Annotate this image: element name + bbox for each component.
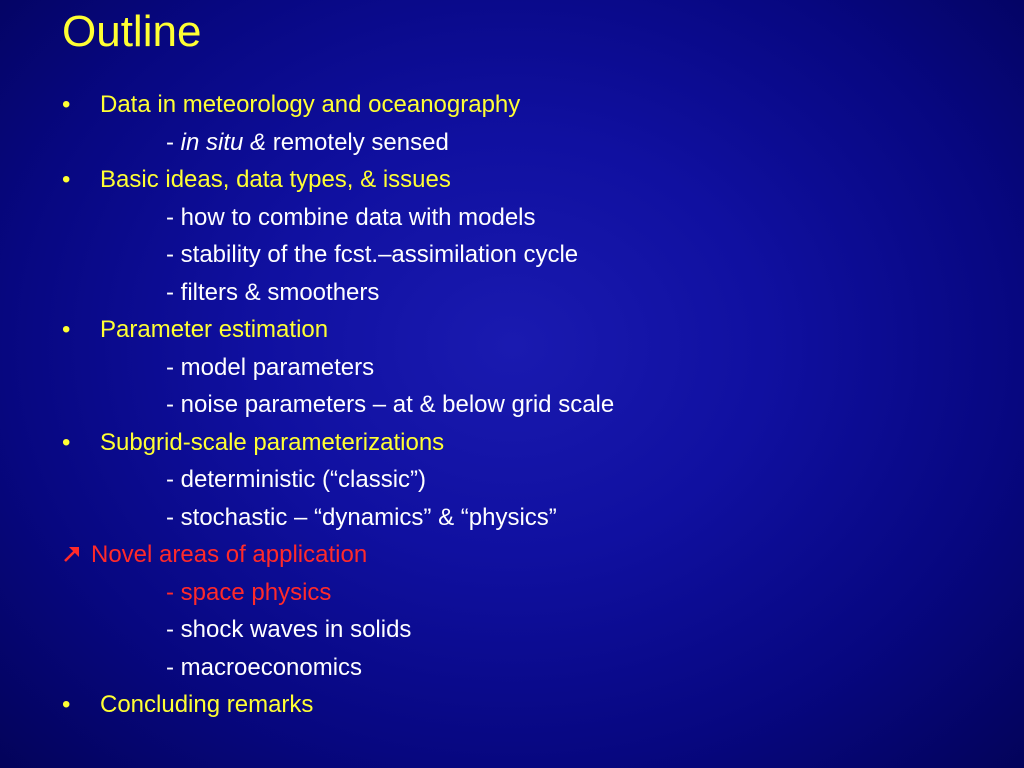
sub-item-shock-waves: - shock waves in solids: [166, 616, 412, 643]
sub-item-space-physics: - space physics: [166, 578, 332, 606]
bullet-icon: •: [62, 691, 71, 718]
list-item-label: Parameter estimation: [100, 316, 329, 343]
arrow-up-right-icon: [62, 543, 82, 563]
sub-item-model-parameters: - model parameters: [166, 353, 375, 381]
sub-item-macroeconomics: - macroeconomics: [166, 653, 363, 681]
list-item-novel-areas: [62, 537, 367, 573]
list-item-concluding-remarks: [62, 687, 313, 723]
sub-item-stability: - stability of the fcst.–assimilation cycle: [166, 241, 579, 268]
list-item-label: Data in meteorology and oceanography: [100, 91, 521, 118]
sub-item-noise-parameters: - noise parameters – at & below grid scale: [166, 391, 615, 418]
list-item-subgrid: [62, 425, 444, 461]
sub-item-italic: in situ &: [180, 128, 267, 156]
list-item-basic-ideas: [62, 162, 451, 198]
sub-item-rest: remotely sensed: [266, 128, 449, 156]
bullet-icon: •: [62, 316, 71, 343]
sub-item-prefix: -: [166, 128, 181, 156]
sub-item-stochastic: - stochastic – “dynamics” & “physics”: [166, 503, 557, 531]
bullet-icon: •: [62, 91, 71, 118]
bullet-icon: •: [62, 166, 71, 193]
list-item-label: Concluding remarks: [100, 691, 314, 718]
list-item-label: Subgrid-scale parameterizations: [100, 428, 445, 456]
list-item-data: [62, 87, 520, 123]
list-item-label: Novel areas of application: [91, 541, 368, 568]
sub-item-combine: - how to combine data with models: [166, 203, 536, 231]
sub-item-filters: - filters & smoothers: [166, 278, 380, 306]
sub-item-deterministic: - deterministic (“classic”): [166, 466, 427, 493]
list-item-label: Basic ideas, data types, & issues: [100, 166, 451, 193]
list-item-parameter-estimation: [62, 312, 328, 348]
slide-title: Outline: [62, 7, 202, 56]
sub-item-in-situ: [166, 125, 449, 161]
bullet-icon: •: [62, 428, 71, 456]
